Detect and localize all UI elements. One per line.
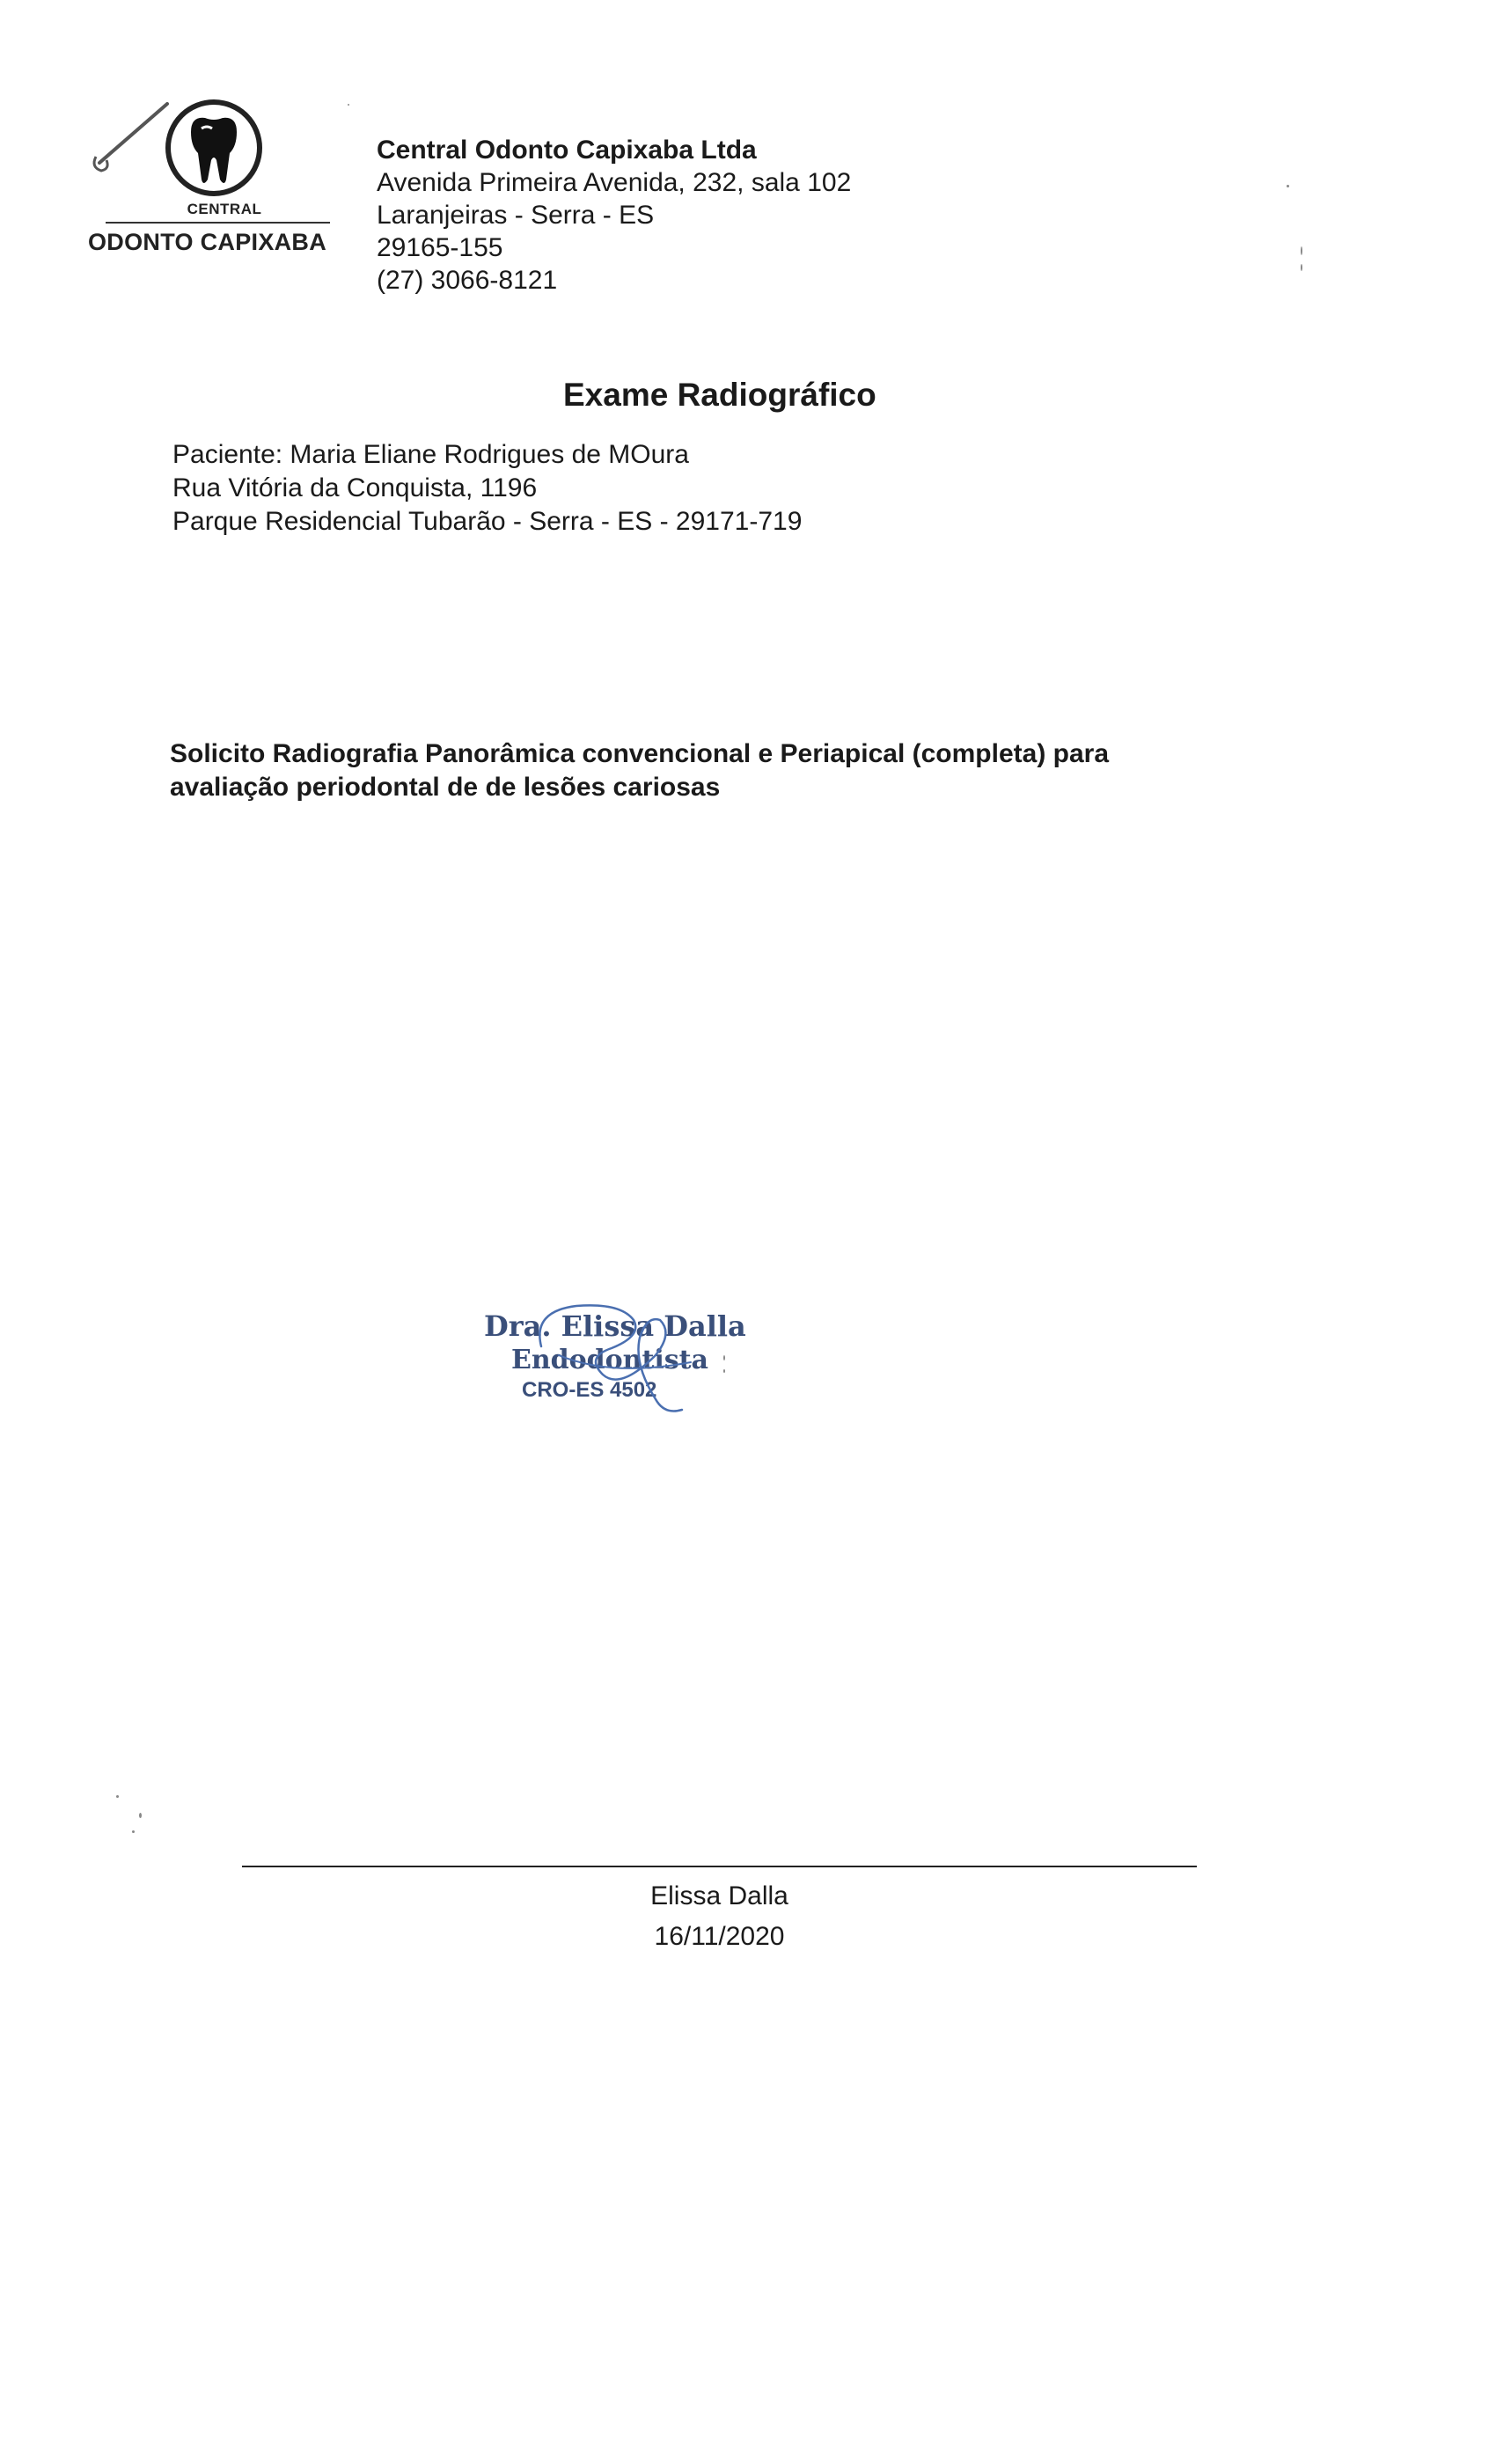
signer-block: [242, 1876, 1197, 1957]
signature-date: 16/11/2020: [654, 1922, 785, 1951]
signer-name: Elissa Dalla: [650, 1881, 788, 1910]
patient-info: [172, 438, 802, 539]
scan-speck: [1287, 185, 1289, 187]
company-phone: (27) 3066-8121: [377, 266, 558, 295]
exam-request: [170, 737, 1226, 804]
patient-name: Paciente: Maria Eliane Rodrigues de MOura: [172, 440, 689, 469]
scan-speck: [1301, 246, 1302, 255]
company-zip: 29165-155: [377, 233, 503, 262]
company-address: Avenida Primeira Avenida, 232, sala 102: [377, 168, 852, 197]
scan-speck: [723, 1355, 725, 1360]
patient-city: Parque Residencial Tubarão - Serra - ES - 29171-719: [172, 507, 803, 536]
scan-speck: [139, 1813, 142, 1818]
logo-name: ODONTO CAPIXABA: [88, 229, 327, 255]
exam-request-line-2: avaliação periodontal de de lesões cariosas: [170, 773, 721, 802]
page-title: Exame Radiográfico: [563, 377, 876, 413]
stamp-specialty: Endodontista: [511, 1345, 708, 1375]
stamp-registration: CRO-ES 4502: [522, 1378, 657, 1402]
company-info: [377, 134, 851, 297]
scan-speck: [723, 1369, 725, 1373]
signature-scribble: [480, 1294, 761, 1434]
company-name: Central Odonto Capixaba Ltda: [377, 136, 757, 165]
doctor-stamp: [480, 1294, 761, 1434]
scan-speck: [116, 1795, 119, 1798]
clinic-logo: [84, 88, 348, 264]
scan-speck: [348, 104, 349, 106]
scan-speck: [132, 1830, 135, 1833]
patient-street: Rua Vitória da Conquista, 1196: [172, 473, 538, 502]
stamp-doctor-name: Dra. Elissa Dalla: [484, 1309, 746, 1343]
signature-line: [242, 1866, 1197, 1867]
logo-divider: [106, 222, 330, 224]
exam-request-line-1: Solicito Radiografia Panorâmica convencional e Periapical (completa) para: [170, 739, 1110, 768]
company-district: Laranjeiras - Serra - ES: [377, 201, 655, 230]
logo-central-word: CENTRAL: [187, 201, 262, 217]
scan-speck: [1301, 264, 1302, 271]
